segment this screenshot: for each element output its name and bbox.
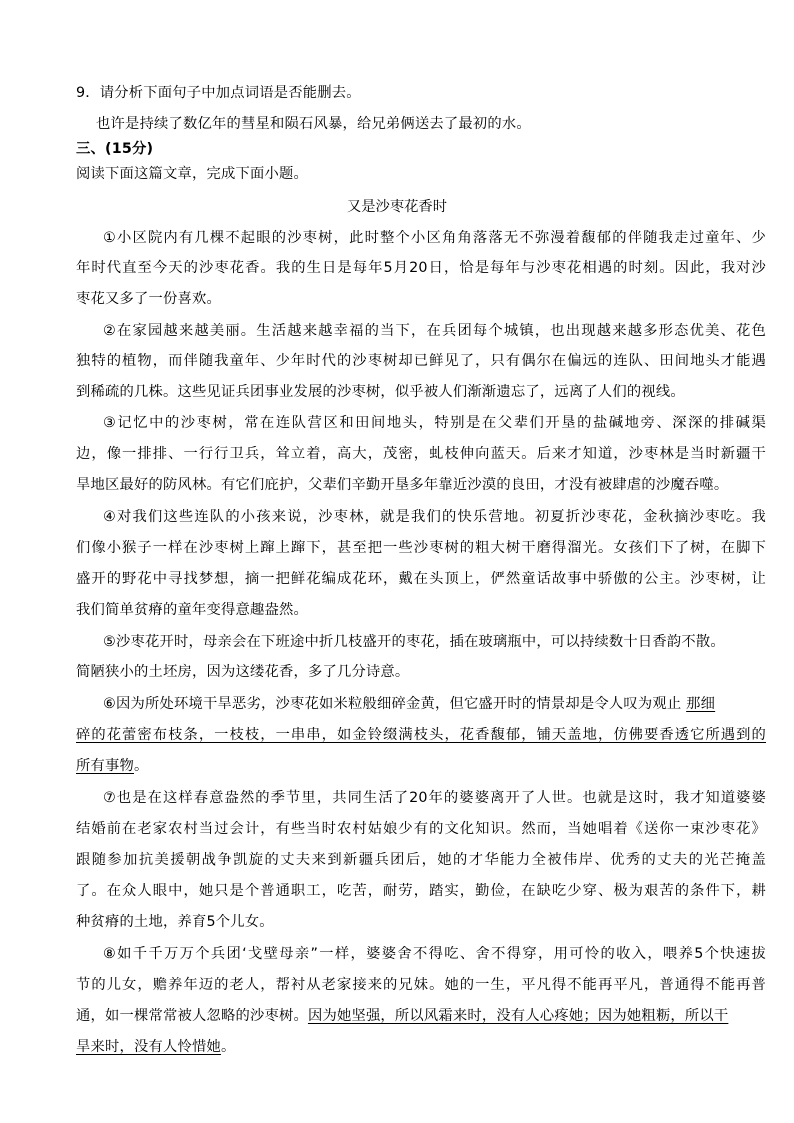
- line-text: 。: [134, 758, 149, 774]
- section-3-instruction: 阅读下面这篇文章，完成下面小题。: [76, 166, 308, 182]
- line-text: 。: [220, 1039, 236, 1055]
- underlined-sentence: 因为她坚强，所以风霜来时，没有人心疼她；因为她粗粝，所以干: [307, 1008, 729, 1024]
- article-line: 了。在众人眼中，她只是个普通职工，吃苦，耐劳，踏实，勤俭，在缺吃少穿、极为艰苦的条件下，耕: [76, 883, 766, 899]
- article-line: [76, 1037, 766, 1057]
- section-3-heading: 三、(15分): [76, 141, 154, 157]
- question-9-prompt: 9．请分析下面句子中加点词语是否能删去。: [76, 85, 361, 101]
- article-line: 我们简单贫瘠的童年变得意趣盎然。: [76, 602, 308, 618]
- article-line-underlined: 碎的花蕾密布枝条，一枝枝，一串串，如金铃缀满枝头，花香馥郁，铺天盖地，仿佛要香透它所遇到的: [76, 727, 766, 743]
- underlined-sentence: 那细: [686, 696, 716, 712]
- article-line: ③记忆中的沙枣树，常在连队营区和田间地头，特别是在父辈们开垦的盐碱地旁、深深的排碱渠: [103, 415, 766, 431]
- article-line: ⑧如千千万万个兵团‘戈壁母亲”一样，婆婆舍不得吃、舍不得穿，用可怜的收入，喂养5个快速拔: [103, 946, 766, 962]
- article-line: 独特的植物，而伴随我童年、少年时代的沙枣树却已鲜见了，只有偶尔在偏远的连队、田间地头才能遇: [76, 353, 766, 369]
- article-title: 又是沙枣花香时: [346, 199, 448, 215]
- article-line: 结婚前在老家农村当过会计，有些当时农村姑娘少有的文化知识。然而，当她唱着《送你一束沙枣花》: [76, 821, 766, 837]
- article-line: ⑦也是在这样春意盎然的季节里，共同生活了20年的婆婆离开了人世。也就是这时，我才知道婆婆: [103, 790, 766, 806]
- article-line: 种贫瘠的土地，养育5个儿女。: [76, 914, 274, 930]
- article-line: 枣花又多了一份喜欢。: [76, 291, 221, 307]
- article-line: 盛开的野花中寻找梦想，摘一把鲜花编成花环，戴在头顶上，俨然童话故事中骄傲的公主。沙枣树，让: [76, 571, 766, 587]
- article-line: 们像小猴子一样在沙枣树上蹿上蹿下，甚至把一些沙枣树的粗大树干磨得溜光。女孩们下了树，在脚下: [76, 540, 766, 556]
- article-line: 到稀疏的几株。这些见证兵团事业发展的沙枣树，似乎被人们渐渐遗忘了，远离了人们的视线。: [76, 384, 685, 400]
- article-line: ⑤沙枣花开时，母亲会在下班途中折几枝盛开的枣花，插在玻璃瓶中，可以持续数十日香韵不散。: [103, 634, 725, 650]
- article-line: 简陋狭小的土坯房，因为这缕花香，多了几分诗意。: [76, 664, 410, 680]
- question-9-sentence: 也许是持续了数亿年的彗星和陨石风暴，给兄弟俩送去了最初的水。: [96, 116, 531, 132]
- underlined-sentence: 所有事物: [76, 758, 134, 774]
- article-line: ④对我们这些连队的小孩来说，沙枣林，就是我们的快乐营地。初夏折沙枣花，金秋摘沙枣吃。我: [103, 509, 766, 525]
- article-line: 节的儿女，赡养年迈的老人，帮衬从老家接来的兄妹。她的一生，平凡得不能再平凡，普通得不能再普: [76, 977, 766, 993]
- line-text: 通，如一棵常常被人忽略的沙枣树。: [76, 1008, 308, 1024]
- article-line: 跟随参加抗美援朝战争凯旋的丈夫来到新疆兵团后，她的才华能力全被伟岸、优秀的丈夫的光芒掩盖: [76, 852, 766, 868]
- article-line: ①小区院内有几棵不起眼的沙枣树，此时整个小区角角落落无不弥漫着馥郁的伴随我走过童年、少: [103, 230, 766, 246]
- article-line: [76, 1006, 766, 1026]
- article-line: 年时代直至今天的沙枣花香。我的生日是每年5月20日，恰是每年与沙枣花相遇的时刻。因此，我对沙: [76, 260, 766, 276]
- article-line: [103, 694, 793, 714]
- article-line: 边，像一排排、一行行卫兵，耸立着，高大，茂密，虬枝伸向蓝天。后来才知道，沙枣林是当时新疆干: [76, 446, 766, 462]
- article-line: [76, 756, 766, 776]
- underlined-sentence: 旱来时，没有人怜惜她: [76, 1039, 221, 1055]
- line-text: ⑥因为所处环境干旱恶劣，沙枣花如米粒般细碎金黄，但它盛开时的情景却是令人叹为观止: [103, 696, 687, 712]
- article-line: ②在家园越来越美丽。生活越来越幸福的当下，在兵团每个城镇，也出现越来越多形态优美、花色: [103, 323, 766, 339]
- article-line: 旱地区最好的防风林。有它们庇护，父辈们辛勤开垦多年靠近沙漠的良田，才没有被肆虐的沙魔吞噬。: [76, 477, 729, 493]
